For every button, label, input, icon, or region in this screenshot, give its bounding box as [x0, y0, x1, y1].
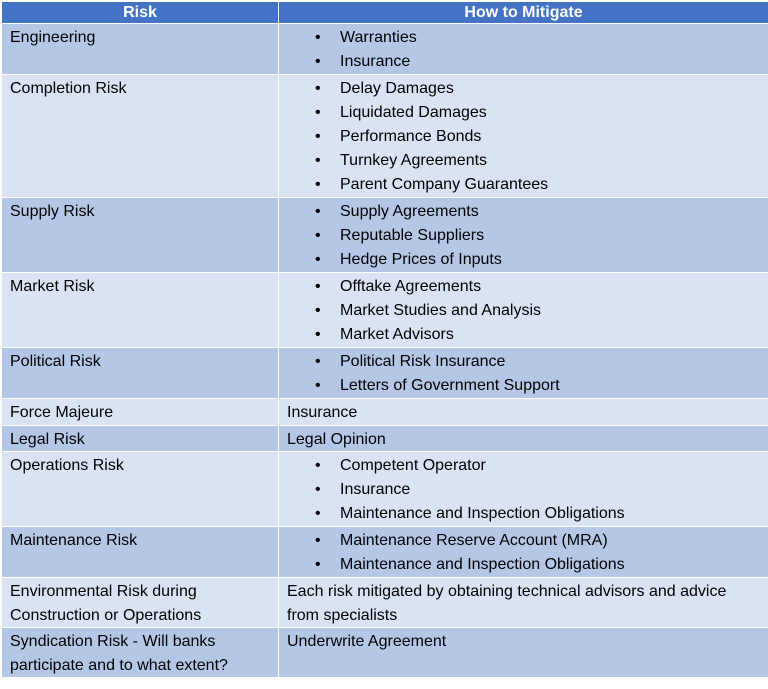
- bullet-icon: •: [315, 251, 321, 268]
- mitigation-item-text: Parent Company Guarantees: [340, 176, 549, 193]
- mitigation-list-item: [287, 529, 760, 553]
- mitigation-list-item: [287, 323, 760, 347]
- risk-cell: Political Risk: [2, 348, 279, 399]
- mitigation-list: [287, 26, 760, 74]
- mitigation-item-text: Maintenance and Inspection Obligations: [340, 556, 625, 573]
- mitigation-list-item: [287, 553, 760, 577]
- table-row: [2, 273, 768, 348]
- risk-cell: Syndication Risk - Will banks participate and to what extent?: [2, 628, 279, 678]
- table-row: [2, 198, 768, 273]
- mitigation-list-item: [287, 454, 760, 478]
- bullet-icon: •: [315, 128, 321, 145]
- risk-cell: Force Majeure: [2, 399, 279, 426]
- mitigation-cell: [279, 198, 768, 273]
- mitigation-item-text: Liquidated Damages: [340, 104, 487, 121]
- table-row: [2, 75, 768, 198]
- mitigation-item-text: Insurance: [340, 53, 411, 70]
- bullet-icon: •: [315, 104, 321, 121]
- mitigation-list-item: [287, 374, 760, 398]
- bullet-icon: •: [315, 53, 321, 70]
- table-row: [2, 452, 768, 527]
- mitigation-cell: [279, 75, 768, 198]
- mitigation-list-item: [287, 299, 760, 323]
- mitigation-item-text: Offtake Agreements: [340, 278, 482, 295]
- mitigation-list: [287, 77, 760, 197]
- risk-column-header: Risk: [2, 2, 279, 24]
- risk-mitigation-table: [1, 1, 768, 678]
- mitigation-list: [287, 200, 760, 272]
- mitigation-cell: [279, 527, 768, 578]
- mitigation-list-item: [287, 26, 760, 50]
- risk-cell: Operations Risk: [2, 452, 279, 527]
- table-row: [2, 399, 768, 426]
- mitigation-item-text: Delay Damages: [340, 80, 454, 97]
- bullet-icon: •: [315, 377, 321, 394]
- risk-cell: Maintenance Risk: [2, 527, 279, 578]
- bullet-icon: •: [315, 203, 321, 220]
- mitigation-cell: Insurance: [279, 399, 768, 426]
- mitigation-cell: [279, 348, 768, 399]
- mitigation-list-item: [287, 125, 760, 149]
- mitigation-list-item: [287, 200, 760, 224]
- mitigation-list: [287, 275, 760, 347]
- mitigation-item-text: Competent Operator: [340, 457, 486, 474]
- mitigation-list-item: [287, 248, 760, 272]
- mitigation-list-item: [287, 173, 760, 197]
- mitigation-list: [287, 529, 760, 577]
- mitigation-item-text: Market Studies and Analysis: [340, 302, 541, 319]
- mitigation-item-text: Supply Agreements: [340, 203, 479, 220]
- table-row: [2, 425, 768, 452]
- mitigation-list-item: [287, 77, 760, 101]
- mitigation-list: [287, 350, 760, 398]
- table-row: [2, 348, 768, 399]
- bullet-icon: •: [315, 80, 321, 97]
- mitigation-item-text: Insurance: [340, 481, 411, 498]
- mitigation-list-item: [287, 224, 760, 248]
- table-row: [2, 24, 768, 75]
- mitigation-list-item: [287, 350, 760, 374]
- mitigation-item-text: Reputable Suppliers: [340, 227, 485, 244]
- mitigation-cell: Underwrite Agreement: [279, 628, 768, 678]
- mitigation-list: [287, 454, 760, 526]
- risk-cell: Completion Risk: [2, 75, 279, 198]
- mitigation-list-item: [287, 502, 760, 526]
- bullet-icon: •: [315, 278, 321, 295]
- bullet-icon: •: [315, 326, 321, 343]
- mitigation-cell: [279, 452, 768, 527]
- risk-cell: Engineering: [2, 24, 279, 75]
- mitigation-item-text: Performance Bonds: [340, 128, 482, 145]
- mitigation-item-text: Warranties: [340, 29, 417, 46]
- mitigation-list-item: [287, 149, 760, 173]
- mitigation-list-item: [287, 478, 760, 502]
- mitigation-cell: [279, 24, 768, 75]
- mitigation-cell: [279, 273, 768, 348]
- mitigation-item-text: Letters of Government Support: [340, 377, 560, 394]
- risk-cell: Market Risk: [2, 273, 279, 348]
- table-row: [2, 578, 768, 628]
- mitigation-item-text: Hedge Prices of Inputs: [340, 251, 502, 268]
- table-row: [2, 527, 768, 578]
- bullet-icon: •: [315, 505, 321, 522]
- mitigation-list-item: [287, 275, 760, 299]
- bullet-icon: •: [315, 556, 321, 573]
- mitigation-cell: Each risk mitigated by obtaining technical advisors and advice from specialists: [279, 578, 768, 628]
- bullet-icon: •: [315, 481, 321, 498]
- mitigation-item-text: Turnkey Agreements: [340, 152, 488, 169]
- bullet-icon: •: [315, 353, 321, 370]
- table-body: [2, 24, 768, 678]
- table-header-row: [2, 2, 768, 24]
- mitigation-list-item: [287, 101, 760, 125]
- bullet-icon: •: [315, 532, 321, 549]
- bullet-icon: •: [315, 29, 321, 46]
- mitigation-item-text: Maintenance Reserve Account (MRA): [340, 532, 608, 549]
- bullet-icon: •: [315, 152, 321, 169]
- bullet-icon: •: [315, 176, 321, 193]
- mitigation-item-text: Maintenance and Inspection Obligations: [340, 505, 625, 522]
- mitigation-column-header: How to Mitigate: [279, 2, 768, 24]
- table-row: [2, 628, 768, 678]
- risk-cell: Supply Risk: [2, 198, 279, 273]
- mitigation-list-item: [287, 50, 760, 74]
- bullet-icon: •: [315, 302, 321, 319]
- risk-cell: Environmental Risk during Construction or Operations: [2, 578, 279, 628]
- mitigation-cell: Legal Opinion: [279, 425, 768, 452]
- mitigation-item-text: Political Risk Insurance: [340, 353, 506, 370]
- bullet-icon: •: [315, 457, 321, 474]
- bullet-icon: •: [315, 227, 321, 244]
- risk-cell: Legal Risk: [2, 425, 279, 452]
- mitigation-item-text: Market Advisors: [340, 326, 454, 343]
